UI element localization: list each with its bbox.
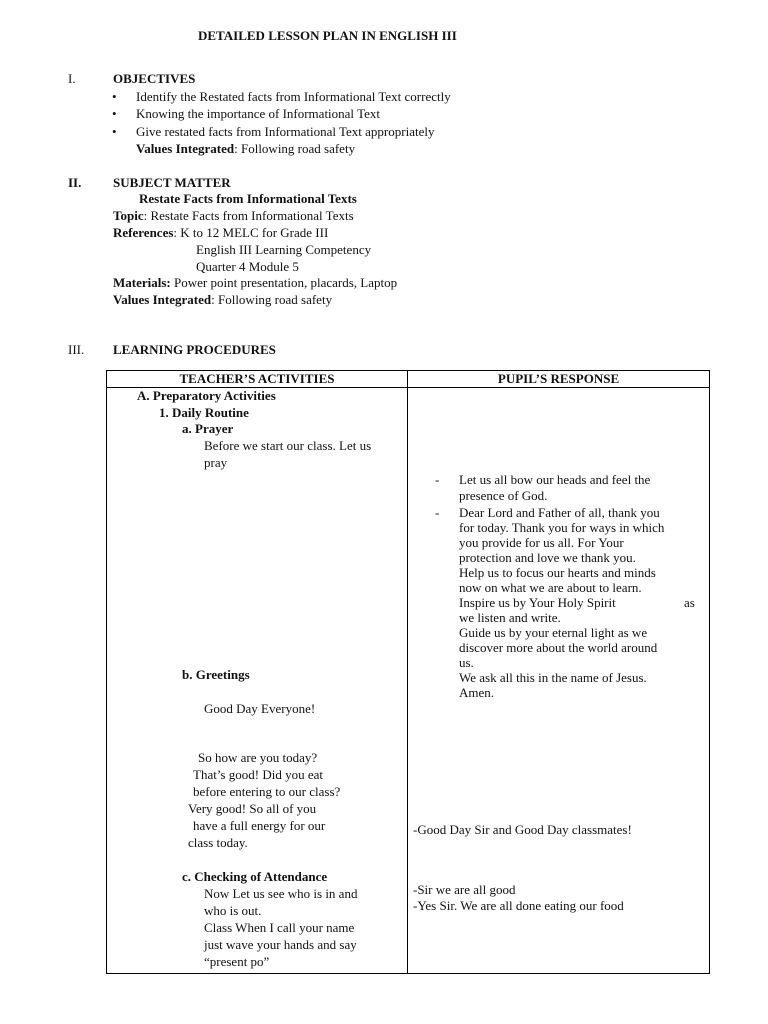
prayer-response-line: discover more about the world around — [459, 640, 658, 655]
prayer-response-line: Amen. — [459, 685, 495, 700]
section-numeral-3: III. — [68, 342, 85, 357]
materials-text: Power point presentation, placards, Laptop — [170, 275, 398, 290]
teacher-column-header: TEACHER’S ACTIVITIES — [179, 371, 335, 386]
prayer-response-line: protection and love we thank you. — [459, 550, 636, 565]
greeting-line: Very good! So all of you — [188, 801, 317, 816]
values-label: Values Integrated — [136, 141, 235, 156]
prayer-response-line: we listen and write. — [459, 610, 561, 625]
section-numeral-1: I. — [68, 71, 76, 86]
greeting-response: -Good Day Sir and Good Day classmates! — [413, 822, 632, 837]
prayer-response-line: Inspire us by Your Holy Spirit — [459, 595, 616, 610]
prayer-response-line: now on what we are about to learn. — [459, 580, 642, 595]
topic-line — [113, 208, 354, 224]
reference-item: English III Learning Competency — [196, 242, 372, 257]
prayer-response-line: Dear Lord and Father of all, thank you — [459, 505, 660, 520]
procedures-heading: LEARNING PROCEDURES — [113, 342, 276, 357]
topic-label: Topic — [113, 208, 144, 223]
response-dash: - — [435, 472, 440, 487]
reference-item: Quarter 4 Module 5 — [196, 259, 299, 274]
prayer-response-line: us. — [459, 655, 474, 670]
prayer-response-line: you provide for us all. For Your — [459, 535, 624, 550]
response-line: Let us all bow our heads and feel the — [459, 472, 651, 487]
prayer-response-line: Help us to focus our hearts and minds — [459, 565, 656, 580]
materials-label: Materials: — [113, 275, 171, 290]
objective-item: • Give restated facts from Informational Text appropriately — [136, 124, 434, 140]
prayer-text: pray — [204, 455, 228, 470]
values-label: Values Integrated — [113, 292, 212, 307]
response-dash: - — [435, 505, 440, 520]
reference-item: : K to 12 MELC for Grade III — [173, 225, 329, 240]
greeting-line: That’s good! Did you eat — [193, 767, 323, 782]
attendance-line: Class When I call your name — [204, 920, 355, 935]
prayer-text: Before we start our class. Let us — [204, 438, 372, 453]
attendance-line: just wave your hands and say — [204, 937, 357, 952]
greeting-line: class today. — [188, 835, 248, 850]
response-line: presence of God. — [459, 488, 548, 503]
greeting-line: So how are you today? — [198, 750, 318, 765]
objective-item: • Identify the Restated facts from Informational Text correctly — [136, 89, 451, 105]
wellbeing-response: -Sir we are all good — [413, 882, 516, 897]
pupil-column-header: PUPIL’S RESPONSE — [497, 371, 620, 386]
section-numeral-2: II. — [68, 175, 82, 190]
greeting-line: have a full energy for our — [193, 818, 326, 833]
prayer-response-line: for today. Thank you for ways in which — [459, 520, 665, 535]
attendance-line: who is out. — [204, 903, 262, 918]
values-text: : Following road safety — [211, 292, 333, 307]
greetings-text: Good Day Everyone! — [204, 701, 316, 716]
column-divider — [407, 371, 408, 973]
prayer-response-line: Guide us by your eternal light as we — [459, 625, 648, 640]
greeting-line: before entering to our class? — [193, 784, 341, 799]
daily-routine: 1. Daily Routine — [159, 405, 249, 420]
attendance-line: “present po” — [204, 954, 270, 969]
prayer-label: a. Prayer — [182, 421, 234, 436]
objective-item: • Knowing the importance of Informational Text — [136, 106, 380, 122]
references-label: References — [113, 225, 174, 240]
references-line — [113, 225, 328, 241]
attendance-label: c. Checking of Attendance — [182, 869, 328, 884]
subject-values-line — [113, 292, 332, 308]
topic-text: : Restate Facts from Informational Texts — [143, 208, 354, 223]
prayer-response-line: as — [684, 595, 695, 610]
materials-line — [113, 275, 397, 291]
objectives-values — [136, 141, 355, 157]
attendance-line: Now Let us see who is in and — [204, 886, 358, 901]
procedures-table — [106, 370, 710, 974]
subject-matter-subtitle: Restate Facts from Informational Texts — [139, 191, 357, 206]
prayer-response-line: We ask all this in the name of Jesus. — [459, 670, 647, 685]
preparatory-activities: A. Preparatory Activities — [137, 388, 276, 403]
objectives-heading: OBJECTIVES — [113, 71, 196, 86]
greetings-label: b. Greetings — [182, 667, 250, 682]
subject-matter-heading: SUBJECT MATTER — [113, 175, 231, 190]
document-title: DETAILED LESSON PLAN IN ENGLISH III — [198, 28, 457, 43]
eating-response: -Yes Sir. We are all done eating our food — [413, 898, 624, 913]
values-text: : Following road safety — [234, 141, 356, 156]
